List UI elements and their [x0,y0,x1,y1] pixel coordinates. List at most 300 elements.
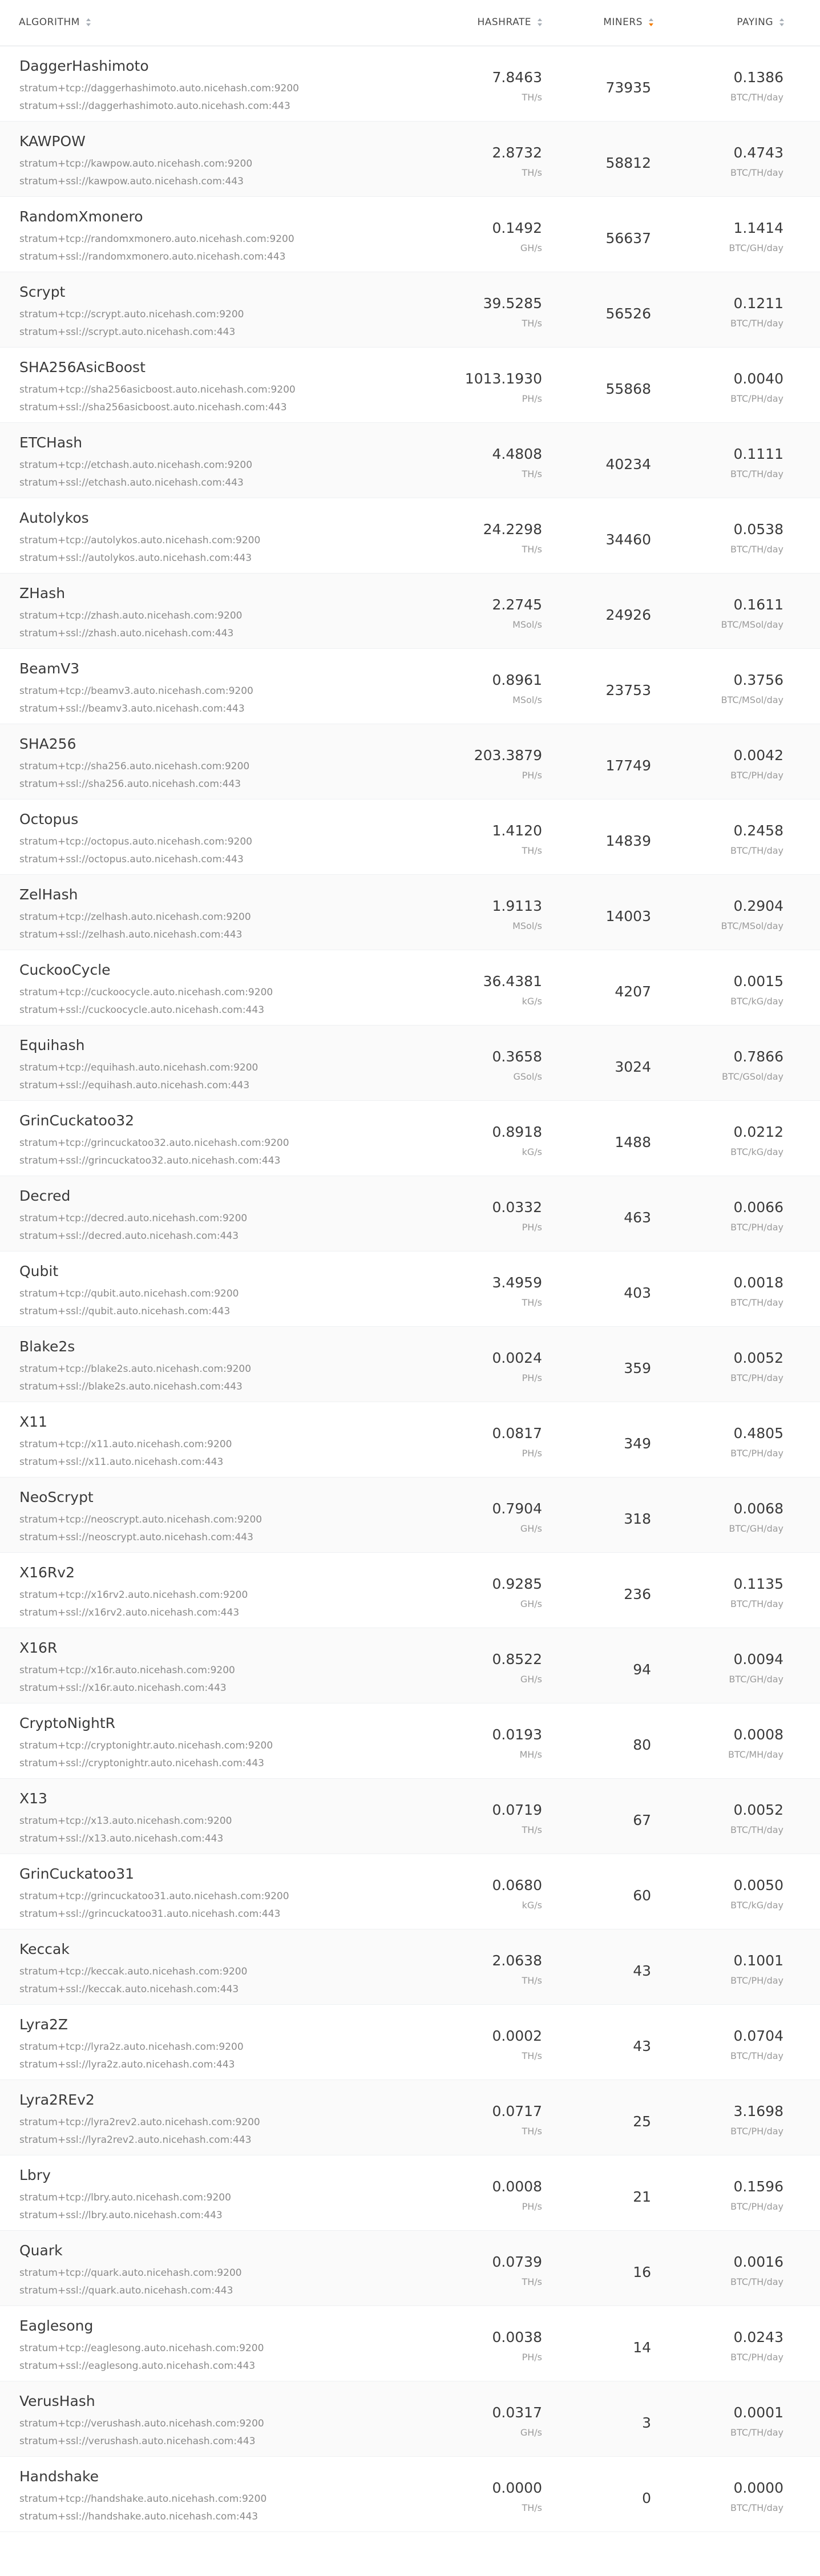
hashrate-unit: TH/s [522,1824,542,1835]
stratum-tcp-url[interactable]: stratum+tcp://cryptonightr.auto.nicehash.com:9200 [19,1740,273,1751]
hashrate-unit: GH/s [520,2427,542,2438]
hashrate-unit: GH/s [520,1598,542,1609]
miners-count: 60 [633,1887,651,1904]
stratum-tcp-url[interactable]: stratum+tcp://x16rv2.auto.nicehash.com:9200 [19,1589,248,1601]
paying-unit: BTC/GH/day [729,1674,783,1685]
table-row[interactable] [0,950,820,1025]
hashrate-value: 3.4959 [492,1274,542,1291]
paying-value: 0.1611 [733,596,783,613]
paying-value: 0.0000 [733,2480,783,2496]
algorithm-name: Equihash [19,1037,85,1053]
miners-count: 58812 [605,155,651,171]
paying-value: 1.1414 [733,220,783,236]
table-row[interactable] [0,272,820,348]
algorithm-name: RandomXmonero [19,208,143,225]
hashrate-value: 1.9113 [492,898,542,914]
stratum-ssl-url[interactable]: stratum+ssl://quark.auto.nicehash.com:443 [19,2285,233,2296]
stratum-tcp-url[interactable]: stratum+tcp://decred.auto.nicehash.com:9200 [19,1213,248,1224]
sort-updown-icon [779,17,785,27]
stratum-tcp-url[interactable]: stratum+tcp://daggerhashimoto.auto.nicehash.com:9200 [19,83,299,94]
stratum-tcp-url[interactable]: stratum+tcp://zelhash.auto.nicehash.com:9200 [19,911,251,923]
hashrate-unit: kG/s [522,1900,542,1911]
paying-value: 0.2458 [733,822,783,839]
hashrate-unit: kG/s [522,1146,542,1157]
algorithm-name: Autolykos [19,510,89,526]
algorithm-name: X16R [19,1640,58,1656]
stratum-tcp-url[interactable]: stratum+tcp://zhash.auto.nicehash.com:9200 [19,610,243,621]
paying-unit: BTC/TH/day [730,2050,783,2061]
stratum-tcp-url[interactable]: stratum+tcp://eaglesong.auto.nicehash.com:9200 [19,2343,264,2354]
table-row[interactable] [0,800,820,875]
table-row[interactable] [0,1251,820,1327]
paying-unit: BTC/TH/day [730,1598,783,1609]
table-row[interactable] [0,1176,820,1251]
paying-value: 0.0016 [733,2254,783,2270]
table-row[interactable] [0,2381,820,2457]
hashrate-unit: TH/s [522,845,542,856]
miners-count: 40234 [605,456,651,473]
hashrate-unit: TH/s [522,167,542,178]
algorithm-name: VerusHash [19,2393,95,2409]
miners-count: 14839 [605,833,651,849]
miners-count: 463 [624,1209,651,1226]
stratum-tcp-url[interactable]: stratum+tcp://lyra2rev2.auto.nicehash.com:9200 [19,2117,260,2128]
hashrate-value: 7.8463 [492,69,542,86]
paying-value: 0.0704 [733,2028,783,2044]
stratum-ssl-url[interactable]: stratum+ssl://neoscrypt.auto.nicehash.com:443 [19,1532,253,1543]
paying-unit: BTC/PH/day [730,393,783,404]
hashrate-unit: kG/s [522,996,542,1007]
stratum-ssl-url[interactable]: stratum+ssl://lyra2z.auto.nicehash.com:443 [19,2059,235,2070]
hashrate-value: 203.3879 [474,747,542,764]
algorithm-name: KAWPOW [19,133,86,150]
table-row[interactable] [0,2005,820,2080]
stratum-tcp-url[interactable]: stratum+tcp://beamv3.auto.nicehash.com:9200 [19,685,253,697]
stratum-ssl-url[interactable]: stratum+ssl://x16r.auto.nicehash.com:443 [19,1682,227,1694]
stratum-ssl-url[interactable]: stratum+ssl://eaglesong.auto.nicehash.com:443 [19,2360,256,2372]
paying-value: 0.0538 [733,521,783,538]
hashrate-value: 0.8522 [492,1651,542,1667]
stratum-ssl-url[interactable]: stratum+ssl://cryptonightr.auto.nicehash.com:443 [19,1758,264,1769]
stratum-tcp-url[interactable]: stratum+tcp://lbry.auto.nicehash.com:9200 [19,2192,231,2203]
algorithm-name: Eaglesong [19,2317,94,2334]
stratum-ssl-url[interactable]: stratum+ssl://keccak.auto.nicehash.com:443 [19,1984,239,1995]
hashrate-unit: PH/s [522,1222,542,1233]
algorithm-name: Lyra2REv2 [19,2092,95,2108]
stratum-tcp-url[interactable]: stratum+tcp://kawpow.auto.nicehash.com:9200 [19,158,253,169]
table-row[interactable] [0,1025,820,1101]
hashrate-unit: PH/s [522,2352,542,2363]
paying-value: 0.7866 [733,1048,783,1065]
stratum-ssl-url[interactable]: stratum+ssl://x11.auto.nicehash.com:443 [19,1456,224,1468]
stratum-ssl-url[interactable]: stratum+ssl://blake2s.auto.nicehash.com:443 [19,1381,243,1392]
paying-unit: BTC/PH/day [730,1448,783,1459]
stratum-tcp-url[interactable]: stratum+tcp://grincuckatoo32.auto.nicehash.com:9200 [19,1137,289,1149]
algorithm-name: BeamV3 [19,660,80,677]
table-row[interactable] [0,1703,820,1779]
column-header-algorithm-label: ALGORITHM [19,17,80,28]
algorithm-name: ZHash [19,585,66,601]
paying-value: 0.0068 [733,1500,783,1517]
hashrate-value: 0.0024 [492,1350,542,1366]
stratum-tcp-url[interactable]: stratum+tcp://octopus.auto.nicehash.com:9200 [19,836,252,847]
stratum-tcp-url[interactable]: stratum+tcp://cuckoocycle.auto.nicehash.com:9200 [19,987,273,998]
miners-count: 17749 [605,757,651,774]
paying-unit: BTC/TH/day [730,469,783,479]
paying-value: 0.1135 [733,1576,783,1592]
stratum-ssl-url[interactable]: stratum+ssl://octopus.auto.nicehash.com:443 [19,854,244,865]
paying-unit: BTC/GH/day [729,243,783,253]
table-row[interactable] [0,1628,820,1703]
hashrate-value: 2.0638 [492,1952,542,1969]
stratum-ssl-url[interactable]: stratum+ssl://etchash.auto.nicehash.com:443 [19,477,244,488]
paying-unit: BTC/PH/day [730,2126,783,2137]
table-row[interactable] [0,197,820,272]
hashrate-unit: TH/s [522,2050,542,2061]
hashrate-value: 0.0000 [492,2480,542,2496]
algorithm-name: ETCHash [19,434,83,451]
algorithm-name: GrinCuckatoo31 [19,1866,135,1882]
paying-unit: BTC/TH/day [730,2427,783,2438]
miners-count: 55868 [605,381,651,397]
miners-count: 43 [633,1963,651,1979]
stratum-ssl-url[interactable]: stratum+ssl://verushash.auto.nicehash.com:443 [19,2436,256,2447]
hashrate-unit: TH/s [522,1975,542,1986]
hashrate-value: 0.0038 [492,2329,542,2345]
algorithm-name: NeoScrypt [19,1489,94,1505]
miners-count: 14 [633,2339,651,2356]
hashrate-value: 0.0002 [492,2028,542,2044]
table-row[interactable] [0,1929,820,2005]
stratum-ssl-url[interactable]: stratum+ssl://grincuckatoo32.auto.nicehash.com:443 [19,1155,281,1166]
stratum-tcp-url[interactable]: stratum+tcp://grincuckatoo31.auto.nicehash.com:9200 [19,1891,289,1902]
hashrate-unit: TH/s [522,92,542,103]
miners-count: 21 [633,2189,651,2205]
stratum-tcp-url[interactable]: stratum+tcp://verushash.auto.nicehash.com:9200 [19,2418,264,2429]
paying-value: 0.0040 [733,370,783,387]
column-header-miners-label: MINERS [603,17,643,28]
table-row[interactable] [0,348,820,423]
miners-count: 403 [624,1285,651,1301]
miners-count: 236 [624,1586,651,1602]
paying-value: 0.3756 [733,672,783,688]
column-header-hashrate-label: HASHRATE [477,17,531,28]
paying-value: 0.0243 [733,2329,783,2345]
paying-unit: BTC/PH/day [730,1975,783,1986]
table-row[interactable] [0,122,820,197]
miners-count: 43 [633,2038,651,2054]
hashrate-unit: GH/s [520,1674,542,1685]
stratum-ssl-url[interactable]: stratum+ssl://x13.auto.nicehash.com:443 [19,1833,224,1844]
sort-updown-icon [86,17,91,27]
sort-descending-active-icon [648,17,654,27]
paying-unit: BTC/TH/day [730,167,783,178]
miners-count: 73935 [605,79,651,96]
paying-value: 0.0094 [733,1651,783,1667]
column-header-hashrate[interactable] [477,17,543,28]
algorithm-name: DaggerHashimoto [19,58,149,74]
table-row[interactable] [0,1101,820,1176]
hashrate-unit: MH/s [519,1749,542,1760]
hashrate-value: 0.0719 [492,1802,542,1818]
algorithm-name: Blake2s [19,1338,75,1355]
paying-value: 3.1698 [733,2103,783,2119]
paying-value: 0.0050 [733,1877,783,1893]
paying-unit: BTC/TH/day [730,92,783,103]
hashrate-value: 24.2298 [483,521,542,538]
hashrate-unit: PH/s [522,1372,542,1383]
algorithm-name: X13 [19,1790,47,1807]
stratum-tcp-url[interactable]: stratum+tcp://randomxmonero.auto.nicehash.com:9200 [19,233,294,245]
paying-value: 0.1211 [733,295,783,312]
algorithm-name: CuckooCycle [19,962,111,978]
algorithm-name: GrinCuckatoo32 [19,1112,135,1129]
hashrate-unit: MSol/s [512,695,542,705]
miners-count: 0 [642,2490,651,2506]
table-row[interactable] [0,2155,820,2231]
miners-count: 34460 [605,531,651,548]
stratum-ssl-url[interactable]: stratum+ssl://beamv3.auto.nicehash.com:443 [19,703,245,714]
hashrate-value: 0.0717 [492,2103,542,2119]
paying-value: 0.0052 [733,1350,783,1366]
paying-unit: BTC/TH/day [730,845,783,856]
algorithm-name: Decred [19,1188,71,1204]
paying-unit: BTC/MH/day [728,1749,783,1760]
stratum-tcp-url[interactable]: stratum+tcp://x11.auto.nicehash.com:9200 [19,1439,232,1450]
stratum-tcp-url[interactable]: stratum+tcp://keccak.auto.nicehash.com:9200 [19,1966,248,1977]
hashrate-unit: PH/s [522,2201,542,2212]
hashrate-unit: MSol/s [512,619,542,630]
table-row[interactable] [0,2457,820,2532]
hashrate-unit: GH/s [520,1523,542,1534]
table-row[interactable] [0,1477,820,1553]
algorithm-name: Qubit [19,1263,59,1279]
stratum-ssl-url[interactable]: stratum+ssl://lbry.auto.nicehash.com:443 [19,2210,223,2221]
column-header-algorithm[interactable] [19,17,91,28]
hashrate-unit: TH/s [522,544,542,555]
stratum-tcp-url[interactable]: stratum+tcp://sha256asicboost.auto.nicehash.com:9200 [19,384,296,395]
table-row[interactable] [0,2231,820,2306]
table-row[interactable] [0,2080,820,2155]
column-header-miners[interactable] [603,17,654,28]
stratum-tcp-url[interactable]: stratum+tcp://qubit.auto.nicehash.com:9200 [19,1288,239,1299]
paying-value: 0.1001 [733,1952,783,1969]
hashrate-unit: TH/s [522,318,542,329]
hashrate-unit: GH/s [520,243,542,253]
miners-count: 14003 [605,908,651,924]
stratum-ssl-url[interactable]: stratum+ssl://equihash.auto.nicehash.com:443 [19,1080,250,1091]
algorithm-name: Quark [19,2242,63,2259]
paying-value: 0.4743 [733,144,783,161]
stratum-tcp-url[interactable]: stratum+tcp://sha256.auto.nicehash.com:9200 [19,761,250,772]
hashrate-unit: PH/s [522,770,542,781]
paying-value: 0.1386 [733,69,783,86]
hashrate-value: 1.4120 [492,822,542,839]
stratum-ssl-url[interactable]: stratum+ssl://zhash.auto.nicehash.com:443 [19,628,234,639]
table-row[interactable] [0,1553,820,1628]
stratum-ssl-url[interactable]: stratum+ssl://cuckoocycle.auto.nicehash.com:443 [19,1004,265,1016]
paying-value: 0.1111 [733,446,783,462]
miners-count: 23753 [605,682,651,698]
algorithm-name: ZelHash [19,886,78,903]
stratum-tcp-url[interactable]: stratum+tcp://autolykos.auto.nicehash.com:9200 [19,535,261,546]
miners-count: 67 [633,1812,651,1828]
hashrate-value: 39.5285 [483,295,542,312]
stratum-tcp-url[interactable]: stratum+tcp://neoscrypt.auto.nicehash.com:9200 [19,1514,262,1525]
stratum-tcp-url[interactable]: stratum+tcp://scrypt.auto.nicehash.com:9200 [19,309,244,320]
miners-count: 80 [633,1737,651,1753]
algorithm-name: Lyra2Z [19,2016,68,2033]
paying-value: 0.0042 [733,747,783,764]
algorithm-name: Scrypt [19,284,66,300]
table-row[interactable] [0,2306,820,2381]
paying-unit: BTC/TH/day [730,2276,783,2287]
hashrate-unit: TH/s [522,1297,542,1308]
hashrate-value: 0.8961 [492,672,542,688]
miners-count: 1488 [615,1134,651,1150]
miners-count: 318 [624,1511,651,1527]
table-row[interactable] [0,574,820,649]
hashrate-value: 36.4381 [483,973,542,990]
hashrate-value: 1013.1930 [464,370,542,387]
hashrate-unit: GSol/s [513,1071,542,1082]
table-row[interactable] [0,423,820,498]
hashrate-value: 0.8918 [492,1124,542,1140]
stratum-ssl-url[interactable]: stratum+ssl://randomxmonero.auto.nicehash.com:443 [19,251,286,263]
table-row[interactable] [0,1854,820,1929]
hashrate-value: 0.0739 [492,2254,542,2270]
miners-count: 24926 [605,607,651,623]
hashrate-value: 0.0332 [492,1199,542,1216]
hashrate-value: 0.0193 [492,1726,542,1743]
stratum-ssl-url[interactable]: stratum+ssl://qubit.auto.nicehash.com:443 [19,1306,231,1317]
hashrate-unit: MSol/s [512,920,542,931]
algorithm-name: SHA256 [19,736,76,752]
paying-value: 0.1596 [733,2178,783,2195]
stratum-ssl-url[interactable]: stratum+ssl://x16rv2.auto.nicehash.com:443 [19,1607,240,1618]
stratum-tcp-url[interactable]: stratum+tcp://etchash.auto.nicehash.com:9200 [19,459,253,471]
paying-unit: BTC/MSol/day [721,920,783,931]
hashrate-unit: TH/s [522,2502,542,2513]
hashrate-value: 0.0008 [492,2178,542,2195]
paying-unit: BTC/TH/day [730,318,783,329]
paying-value: 0.0008 [733,1726,783,1743]
hashrate-value: 0.3658 [492,1048,542,1065]
stratum-ssl-url[interactable]: stratum+ssl://decred.auto.nicehash.com:443 [19,1230,239,1242]
sort-updown-icon [537,17,543,27]
hashrate-unit: PH/s [522,1448,542,1459]
paying-value: 0.2904 [733,898,783,914]
hashrate-value: 0.0317 [492,2404,542,2421]
stratum-ssl-url[interactable]: stratum+ssl://kawpow.auto.nicehash.com:443 [19,176,244,187]
table-row[interactable] [0,498,820,574]
paying-unit: BTC/PH/day [730,1222,783,1233]
paying-unit: BTC/TH/day [730,1824,783,1835]
table-row[interactable] [0,649,820,724]
algorithm-name: SHA256AsicBoost [19,359,146,376]
hashrate-value: 0.7904 [492,1500,542,1517]
paying-value: 0.0066 [733,1199,783,1216]
stratum-ssl-url[interactable]: stratum+ssl://scrypt.auto.nicehash.com:443 [19,326,236,338]
stratum-ssl-url[interactable]: stratum+ssl://zelhash.auto.nicehash.com:443 [19,929,243,940]
paying-unit: BTC/PH/day [730,770,783,781]
paying-unit: BTC/MSol/day [721,695,783,705]
stratum-tcp-url[interactable]: stratum+tcp://x16r.auto.nicehash.com:9200 [19,1665,235,1676]
algorithm-name: X16Rv2 [19,1564,75,1581]
paying-value: 0.0018 [733,1274,783,1291]
stratum-ssl-url[interactable]: stratum+ssl://handshake.auto.nicehash.com:443 [19,2511,258,2522]
table-row[interactable] [0,724,820,800]
stratum-ssl-url[interactable]: stratum+ssl://lyra2rev2.auto.nicehash.com:443 [19,2134,252,2146]
paying-unit: BTC/kG/day [730,996,783,1007]
paying-value: 0.0015 [733,973,783,990]
miners-count: 56526 [605,305,651,322]
paying-unit: BTC/GSol/day [722,1071,783,1082]
table-row[interactable] [0,46,820,122]
paying-unit: BTC/kG/day [730,1146,783,1157]
paying-unit: BTC/GH/day [729,1523,783,1534]
stratum-ssl-url[interactable]: stratum+ssl://sha256asicboost.auto.nicehash.com:443 [19,402,287,413]
stratum-tcp-url[interactable]: stratum+tcp://blake2s.auto.nicehash.com:9200 [19,1363,252,1375]
table-row[interactable] [0,1327,820,1402]
stratum-tcp-url[interactable]: stratum+tcp://lyra2z.auto.nicehash.com:9200 [19,2041,244,2053]
stratum-tcp-url[interactable]: stratum+tcp://x13.auto.nicehash.com:9200 [19,1815,232,1827]
hashrate-value: 0.0680 [492,1877,542,1893]
table-header [0,0,820,46]
miners-count: 349 [624,1435,651,1452]
algorithm-name: Handshake [19,2468,99,2485]
hashrate-unit: TH/s [522,2276,542,2287]
miners-count: 3024 [615,1059,651,1075]
algorithm-name: Lbry [19,2167,51,2183]
miners-count: 56637 [605,230,651,247]
paying-value: 0.0052 [733,1802,783,1818]
hashrate-value: 2.8732 [492,144,542,161]
algorithm-name: Keccak [19,1941,70,1957]
paying-unit: BTC/kG/day [730,1900,783,1911]
algorithm-name: X11 [19,1414,47,1430]
stratum-ssl-url[interactable]: stratum+ssl://grincuckatoo31.auto.nicehash.com:443 [19,1908,281,1920]
table-row[interactable] [0,1402,820,1477]
miners-count: 4207 [615,983,651,1000]
paying-unit: BTC/PH/day [730,2201,783,2212]
table-row[interactable] [0,875,820,950]
table-row[interactable] [0,1779,820,1854]
table-body [0,46,820,2532]
paying-unit: BTC/TH/day [730,1297,783,1308]
stratum-tcp-url[interactable]: stratum+tcp://handshake.auto.nicehash.com:9200 [19,2493,267,2505]
stratum-tcp-url[interactable]: stratum+tcp://quark.auto.nicehash.com:9200 [19,2267,242,2279]
miners-count: 3 [642,2415,651,2431]
miners-count: 16 [633,2264,651,2280]
hashrate-value: 0.9285 [492,1576,542,1592]
paying-unit: BTC/MSol/day [721,619,783,630]
hashrate-unit: PH/s [522,393,542,404]
paying-value: 0.0212 [733,1124,783,1140]
miners-count: 94 [633,1661,651,1678]
stratum-ssl-url[interactable]: stratum+ssl://sha256.auto.nicehash.com:443 [19,778,241,790]
column-header-paying[interactable] [737,17,785,28]
stratum-tcp-url[interactable]: stratum+tcp://equihash.auto.nicehash.com:9200 [19,1062,258,1073]
stratum-ssl-url[interactable]: stratum+ssl://autolykos.auto.nicehash.com:443 [19,552,252,564]
stratum-ssl-url[interactable]: stratum+ssl://daggerhashimoto.auto.nicehash.com:443 [19,100,290,112]
miners-count: 25 [633,2113,651,2130]
hashrate-value: 4.4808 [492,446,542,462]
hashrate-unit: TH/s [522,2126,542,2137]
hashrate-value: 0.1492 [492,220,542,236]
paying-value: 0.4805 [733,1425,783,1442]
algorithm-name: CryptoNightR [19,1715,116,1731]
